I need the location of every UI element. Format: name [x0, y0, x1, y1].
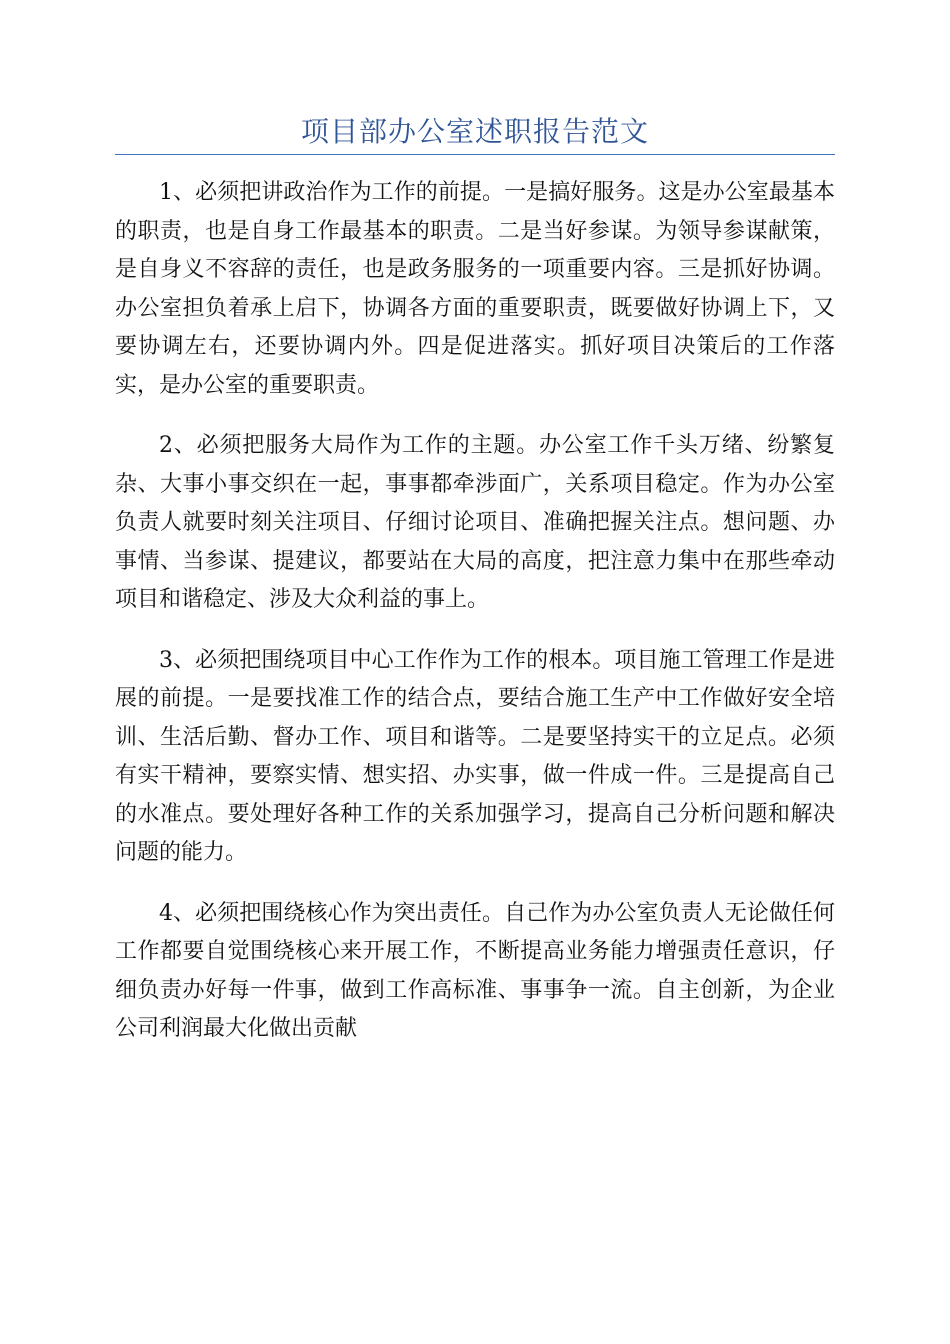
document-body — [115, 174, 835, 1071]
title-underline — [115, 154, 835, 155]
document-title: 项目部办公室述职报告范文 — [300, 115, 649, 148]
paragraph-2: 2、必须把服务大局作为工作的主题。办公室工作千头万绪、纷繁复杂、大事小事交织在一起，事事都牵涉面广，关系项目稳定。作为办公室负责人就要时刻关注项目、仔细讨论项目、准确把握关注点。想问题、办事情、当参谋、提建议，都要站在大局的高度，把注意力集中在那些牵动项目和谐稳定、涉及大众利益的事上。 — [115, 433, 835, 612]
paragraph-1: 1、必须把讲政治作为工作的前提。一是搞好服务。这是办公室最基本的职责，也是自身工作最基本的职责。二是当好参谋。为领导参谋献策，是自身义不容辞的责任，也是政务服务的一项重要内容。三是抓好协调。办公室担负着承上启下，协调各方面的重要职责，既要做好协调上下，又要协调左右，还要协调内外。四是促进落实。抓好项目决策后的工作落实，是办公室的重要职责。 — [115, 180, 835, 398]
paragraph-3: 3、必须把围绕项目中心工作作为工作的根本。项目施工管理工作是进展的前提。一是要找准工作的结合点，要结合施工生产中工作做好安全培训、生活后勤、督办工作、项目和谐等。二是要坚持实干的立足点。必须有实干精神，要察实情、想实招、办实事，做一件成一件。三是提高自己的水准点。要处理好各种工作的关系加强学习，提高自己分析问题和解决问题的能力。 — [115, 647, 835, 865]
paragraph-4: 4、必须把围绕核心作为突出责任。自己作为办公室负责人无论做任何工作都要自觉围绕核心来开展工作，不断提高业务能力增强责任意识，仔细负责办好每一件事，做到工作高标准、事事争一流。自主创新，为企业公司利润最大化做出贡献 — [115, 900, 835, 1041]
